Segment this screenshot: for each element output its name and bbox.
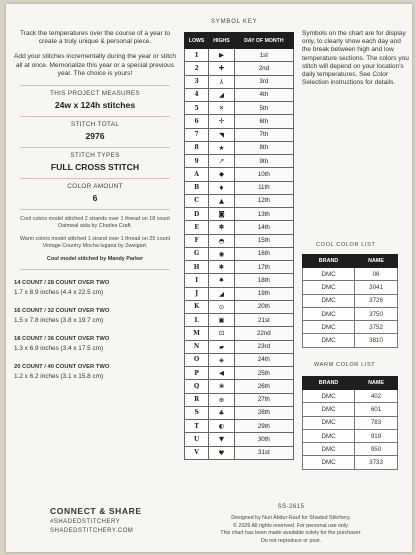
table-row	[185, 128, 294, 141]
table-row	[185, 155, 294, 168]
count-size: 1.3 x 6.9 inches (3.4 x 17.5 cm)	[14, 345, 104, 353]
low-symbol: B	[185, 181, 209, 194]
low-symbol: 9	[185, 155, 209, 168]
low-symbol: R	[185, 393, 209, 406]
fabric-counts	[14, 280, 176, 380]
cool-model-note: Cool colors model stitched 2 strands over 1 thread on 18 count Oatmeal aida by Charles Craft.	[20, 216, 170, 230]
divider	[20, 85, 170, 86]
brand-cell: DMC	[303, 390, 355, 403]
high-symbol: ✕	[209, 102, 235, 115]
count-title: 14 COUNT / 28 COUNT OVER TWO	[14, 280, 110, 287]
count-size: 1.7 x 8.9 inches (4.4 x 22.5 cm)	[14, 289, 104, 297]
footer-line: This chart has been made available solely for the purchaser.	[220, 530, 362, 537]
table-row	[303, 268, 398, 281]
stitch-types-label: STITCH TYPES	[70, 152, 120, 160]
cool-stitched-by: Cool model stitched by Mandy Parker	[46, 256, 144, 263]
highs-header: HIGHS	[209, 33, 235, 49]
table-row	[185, 287, 294, 300]
brand-cell: DMC	[303, 456, 355, 469]
brand-header: BRAND	[303, 377, 355, 390]
day-of-month: 5th	[234, 102, 293, 115]
day-of-month: 9th	[234, 155, 293, 168]
day-of-month: 1st	[234, 49, 293, 62]
thread-name-cell: 3750	[355, 307, 398, 320]
high-symbol: ◀	[209, 367, 235, 380]
high-symbol: ▶	[209, 49, 235, 62]
table-row	[303, 443, 398, 456]
day-of-month: 16th	[234, 247, 293, 260]
thread-name-cell: 919	[355, 429, 398, 442]
footer-line: Do not reproduce or post.	[260, 537, 322, 544]
cool-color-table	[302, 254, 398, 348]
pattern-sheet	[6, 4, 412, 552]
high-symbol: ◢	[209, 287, 235, 300]
low-symbol: 3	[185, 75, 209, 88]
high-symbol: ◈	[209, 353, 235, 366]
high-symbol: ◉	[209, 247, 235, 260]
low-symbol: P	[185, 367, 209, 380]
high-symbol: ◢	[209, 88, 235, 101]
stitch-types-value: FULL CROSS STITCH	[50, 162, 140, 173]
thread-name-cell: 3733	[355, 456, 398, 469]
day-of-month: 18th	[234, 274, 293, 287]
low-symbol: S	[185, 406, 209, 419]
low-symbol: C	[185, 194, 209, 207]
day-of-month: 28th	[234, 406, 293, 419]
divider	[20, 209, 170, 210]
day-of-month: 30th	[234, 433, 293, 446]
day-of-month: 22nd	[234, 327, 293, 340]
measures-label: THIS PROJECT MEASURES	[50, 90, 140, 98]
table-row	[303, 321, 398, 334]
high-symbol: ◥	[209, 128, 235, 141]
pattern-code: SS-2615	[277, 504, 305, 510]
high-symbol: ✱	[209, 261, 235, 274]
website-link[interactable]: SHADEDSTITCHERY.COM	[50, 528, 134, 534]
table-row	[185, 234, 294, 247]
brand-cell: DMC	[303, 403, 355, 416]
day-of-month: 2nd	[234, 62, 293, 75]
day-of-month: 23rd	[234, 340, 293, 353]
low-symbol: J	[185, 287, 209, 300]
table-row	[185, 261, 294, 274]
thread-name-cell: 3726	[355, 294, 398, 307]
high-symbol: ▰	[209, 340, 235, 353]
symbol-key-table	[184, 32, 294, 460]
table-row	[303, 429, 398, 442]
day-of-month: 8th	[234, 141, 293, 154]
low-symbol: 1	[185, 49, 209, 62]
table-row	[185, 367, 294, 380]
low-symbol: 7	[185, 128, 209, 141]
low-symbol: 6	[185, 115, 209, 128]
high-symbol: ⊡	[209, 327, 235, 340]
intro-paragraph-1: Track the temperatures over the course of a year to create a truly unique & personal piece.	[19, 30, 171, 46]
high-symbol: ⊕	[209, 393, 235, 406]
high-symbol: ▼	[209, 433, 235, 446]
brand-cell: DMC	[303, 307, 355, 320]
low-symbol: L	[185, 314, 209, 327]
high-symbol: ⅄	[209, 75, 235, 88]
table-row	[185, 168, 294, 181]
table-row	[185, 141, 294, 154]
day-of-month: 7th	[234, 128, 293, 141]
warm-model-note: Warm colors model stitched 1 strand over 1 thread on 25 count Vintage Country Mocha lugana by Zweigart.	[19, 236, 171, 250]
divider	[20, 116, 170, 117]
table-row	[185, 393, 294, 406]
footer-line: Designed by Nuri Abdur-Rauf for Shaded Stitchery.	[231, 515, 351, 522]
hashtag: #SHADEDSTITCHERY	[50, 519, 121, 525]
day-of-month: 25th	[234, 367, 293, 380]
low-symbol: 2	[185, 62, 209, 75]
low-symbol: G	[185, 247, 209, 260]
brand-cell: DMC	[303, 268, 355, 281]
day-of-month: 3rd	[234, 75, 293, 88]
high-symbol: ▣	[209, 314, 235, 327]
symbols-explanation: Symbols on the chart are for display only, to clearly show each day and the break between high and low temperature sections. The colors you stitch will depend on your location's daily temperatures. See Color Selection instructions for details.	[302, 30, 409, 87]
symbol-key-title: SYMBOL KEY	[211, 19, 258, 25]
table-row	[303, 403, 398, 416]
low-symbol: M	[185, 327, 209, 340]
low-symbol: F	[185, 234, 209, 247]
table-row	[185, 433, 294, 446]
day-of-month: 13th	[234, 208, 293, 221]
day-of-month: 27th	[234, 393, 293, 406]
high-symbol: ★	[209, 141, 235, 154]
day-of-month: 15th	[234, 234, 293, 247]
day-of-month: 29th	[234, 420, 293, 433]
table-row	[303, 334, 398, 347]
stitch-total-value: 2976	[85, 131, 105, 142]
table-row	[185, 340, 294, 353]
day-of-month: 20th	[234, 300, 293, 313]
intro-text	[14, 30, 176, 78]
thread-name-cell: 3041	[355, 281, 398, 294]
footer-line: © 2026 All rights reserved. For personal use only.	[233, 522, 349, 529]
table-row	[185, 420, 294, 433]
high-symbol: ❀	[209, 380, 235, 393]
count-title: 16 COUNT / 32 COUNT OVER TWO	[14, 308, 110, 315]
day-of-month: 11th	[234, 181, 293, 194]
intro-paragraph-2: Add your stitches incrementally during the year or stitch all at once. Memorialize this year or a special previous year. The choice is yours!	[14, 53, 176, 77]
low-symbol: U	[185, 433, 209, 446]
warm-list-title: WARM COLOR LIST	[314, 362, 376, 368]
low-symbol: N	[185, 340, 209, 353]
table-row	[185, 49, 294, 62]
high-symbol: ✚	[209, 62, 235, 75]
day-of-month: 6th	[234, 115, 293, 128]
high-symbol: ♣	[209, 406, 235, 419]
high-symbol: ↗	[209, 155, 235, 168]
copyright-footer	[206, 504, 376, 545]
lows-header: LOWS	[185, 33, 209, 49]
low-symbol: D	[185, 208, 209, 221]
day-of-month: 26th	[234, 380, 293, 393]
table-row	[185, 181, 294, 194]
table-row	[185, 194, 294, 207]
project-info-column	[14, 30, 176, 392]
warm-color-table	[302, 376, 398, 470]
high-symbol: ◐	[209, 420, 235, 433]
table-row	[303, 307, 398, 320]
table-row	[185, 247, 294, 260]
thread-name-cell: 06	[355, 268, 398, 281]
color-amount-value: 6	[92, 193, 98, 204]
day-of-month: 12th	[234, 194, 293, 207]
thread-name-cell: 3810	[355, 334, 398, 347]
table-row	[185, 446, 294, 459]
high-symbol: ⊙	[209, 300, 235, 313]
name-header: NAME	[355, 255, 398, 268]
brand-cell: DMC	[303, 294, 355, 307]
cool-list-title: COOL COLOR LIST	[316, 242, 376, 248]
table-row	[303, 294, 398, 307]
low-symbol: O	[185, 353, 209, 366]
low-symbol: K	[185, 300, 209, 313]
day-of-month: 21st	[234, 314, 293, 327]
thread-name-cell: 783	[355, 416, 398, 429]
brand-cell: DMC	[303, 281, 355, 294]
table-row	[303, 416, 398, 429]
high-symbol: ◓	[209, 234, 235, 247]
low-symbol: H	[185, 261, 209, 274]
thread-name-cell: 402	[355, 390, 398, 403]
high-symbol: ◙	[209, 208, 235, 221]
low-symbol: E	[185, 221, 209, 234]
brand-cell: DMC	[303, 443, 355, 456]
high-symbol: ✽	[209, 221, 235, 234]
connect-share	[50, 506, 150, 534]
stitch-total-label: STITCH TOTAL	[70, 121, 120, 129]
table-row	[185, 102, 294, 115]
count-size: 1.5 x 7.8 inches (3.8 x 19.7 cm)	[14, 317, 104, 325]
table-row	[185, 274, 294, 287]
table-row	[185, 88, 294, 101]
divider	[20, 178, 170, 179]
day-of-month: 4th	[234, 88, 293, 101]
high-symbol: ♠	[209, 274, 235, 287]
brand-header: BRAND	[303, 255, 355, 268]
table-row	[185, 406, 294, 419]
table-row	[185, 62, 294, 75]
low-symbol: Q	[185, 380, 209, 393]
table-row	[185, 380, 294, 393]
low-symbol: V	[185, 446, 209, 459]
brand-cell: DMC	[303, 416, 355, 429]
table-row	[185, 75, 294, 88]
low-symbol: 8	[185, 141, 209, 154]
brand-cell: DMC	[303, 321, 355, 334]
day-of-month: 14th	[234, 221, 293, 234]
table-row	[185, 353, 294, 366]
table-row	[185, 314, 294, 327]
table-row	[185, 327, 294, 340]
thread-name-cell: 601	[355, 403, 398, 416]
count-title: 20 COUNT / 40 COUNT OVER TWO	[14, 364, 110, 371]
divider	[20, 269, 170, 270]
color-amount-label: COLOR AMOUNT	[67, 183, 123, 191]
divider	[20, 147, 170, 148]
day-of-month: 17th	[234, 261, 293, 274]
high-symbol: ♦	[209, 181, 235, 194]
brand-cell: DMC	[303, 429, 355, 442]
low-symbol: A	[185, 168, 209, 181]
name-header: NAME	[355, 377, 398, 390]
table-row	[185, 208, 294, 221]
high-symbol: ◆	[209, 168, 235, 181]
table-row	[303, 390, 398, 403]
high-symbol: ♥	[209, 446, 235, 459]
day-of-month: 10th	[234, 168, 293, 181]
table-row	[185, 300, 294, 313]
thread-name-cell: 3752	[355, 321, 398, 334]
high-symbol: ▲	[209, 194, 235, 207]
low-symbol: I	[185, 274, 209, 287]
low-symbol: 4	[185, 88, 209, 101]
thread-name-cell: 950	[355, 443, 398, 456]
day-of-month: 19th	[234, 287, 293, 300]
measures-value: 24w x 124h stitches	[54, 100, 136, 111]
high-symbol: ✢	[209, 115, 235, 128]
table-row	[303, 456, 398, 469]
table-row	[303, 281, 398, 294]
day-of-month: 24th	[234, 353, 293, 366]
day-of-month: 31st	[234, 446, 293, 459]
table-row	[185, 115, 294, 128]
connect-title: CONNECT & SHARE	[50, 506, 142, 516]
table-row	[185, 221, 294, 234]
brand-cell: DMC	[303, 334, 355, 347]
day-of-month-header: DAY OF MONTH	[234, 33, 293, 49]
count-size: 1.2 x 6.2 inches (3.1 x 15.8 cm)	[14, 373, 104, 381]
low-symbol: 5	[185, 102, 209, 115]
count-title: 18 COUNT / 36 COUNT OVER TWO	[14, 336, 110, 343]
low-symbol: T	[185, 420, 209, 433]
